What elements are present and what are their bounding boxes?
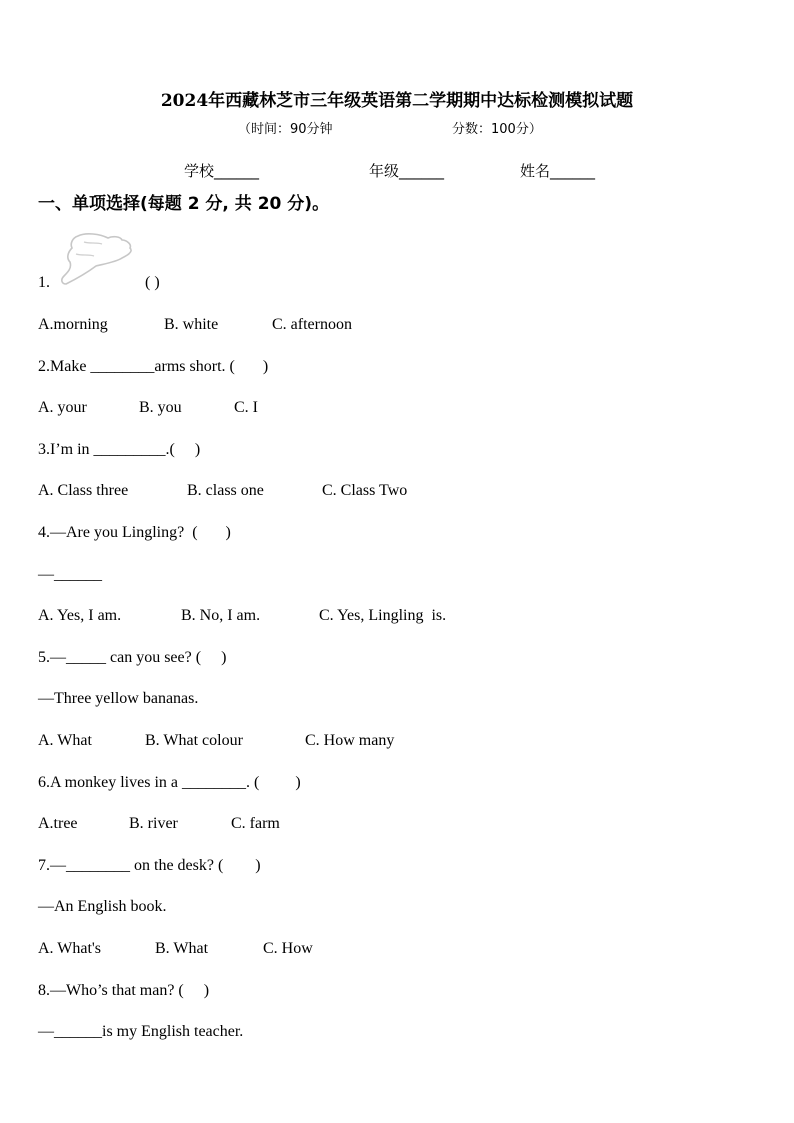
q6-option-b: B. river [129,815,178,832]
question-4-answer: —______ [38,566,102,583]
question-1-stem: 1. [38,274,50,291]
q4-option-b: B. No, I am. [181,607,261,624]
q2-option-c: C. I [234,399,258,416]
q5-option-a: A. What [38,732,92,749]
q7-option-c: C. How [263,940,313,957]
q1-option-c: C. afternoon [272,316,352,333]
sheep-icon [56,228,138,290]
section-heading: 一、单项选择(每题 2 分, 共 20 分)。 [38,194,330,214]
q3-option-c: C. Class Two [322,482,408,499]
question-8-answer: —______is my English teacher. [38,1023,244,1040]
q1-option-b: B. white [164,316,219,333]
q6-option-a: A.tree [38,815,78,832]
exam-time: （时间：90分钟 [238,122,333,137]
question-8-stem: 8.—Who’s that man? ( ) [38,982,210,999]
q5-option-b: B. What colour [145,732,243,749]
question-5-answer: —Three yellow bananas. [38,690,199,707]
question-1-bracket: ( ) [145,274,160,291]
q3-option-b: B. class one [187,482,264,499]
q2-option-b: B. you [139,399,182,416]
name-field: 姓名______ [520,162,596,180]
q6-option-c: C. farm [231,815,280,832]
exam-title: 2024年西藏林芝市三年级英语第二学期期中达标检测模拟试题 [160,91,634,111]
question-2-stem: 2.Make ________arms short. ( ) [38,358,269,375]
q3-option-a: A. Class three [38,482,129,499]
question-7-answer: —An English book. [38,898,167,915]
q4-option-c: C. Yes, Lingling is. [319,607,447,624]
question-6-stem: 6.A monkey lives in a ________. ( ) [38,774,301,791]
q2-option-a: A. your [38,399,87,416]
q1-option-a: A.morning [38,316,108,333]
q4-option-a: A. Yes, I am. [38,607,122,624]
school-field: 学校______ [184,162,260,180]
question-3-stem: 3.I’m in _________.( ) [38,441,201,458]
exam-score: 分数：100分） [452,122,542,137]
question-4-stem: 4.—Are you Lingling? ( ) [38,524,231,541]
q7-option-b: B. What [155,940,209,957]
question-7-stem: 7.—________ on the desk? ( ) [38,857,261,874]
grade-field: 年级______ [369,162,445,180]
q7-option-a: A. What's [38,940,102,957]
question-5-stem: 5.—_____ can you see? ( ) [38,649,227,666]
q5-option-c: C. How many [305,732,395,749]
